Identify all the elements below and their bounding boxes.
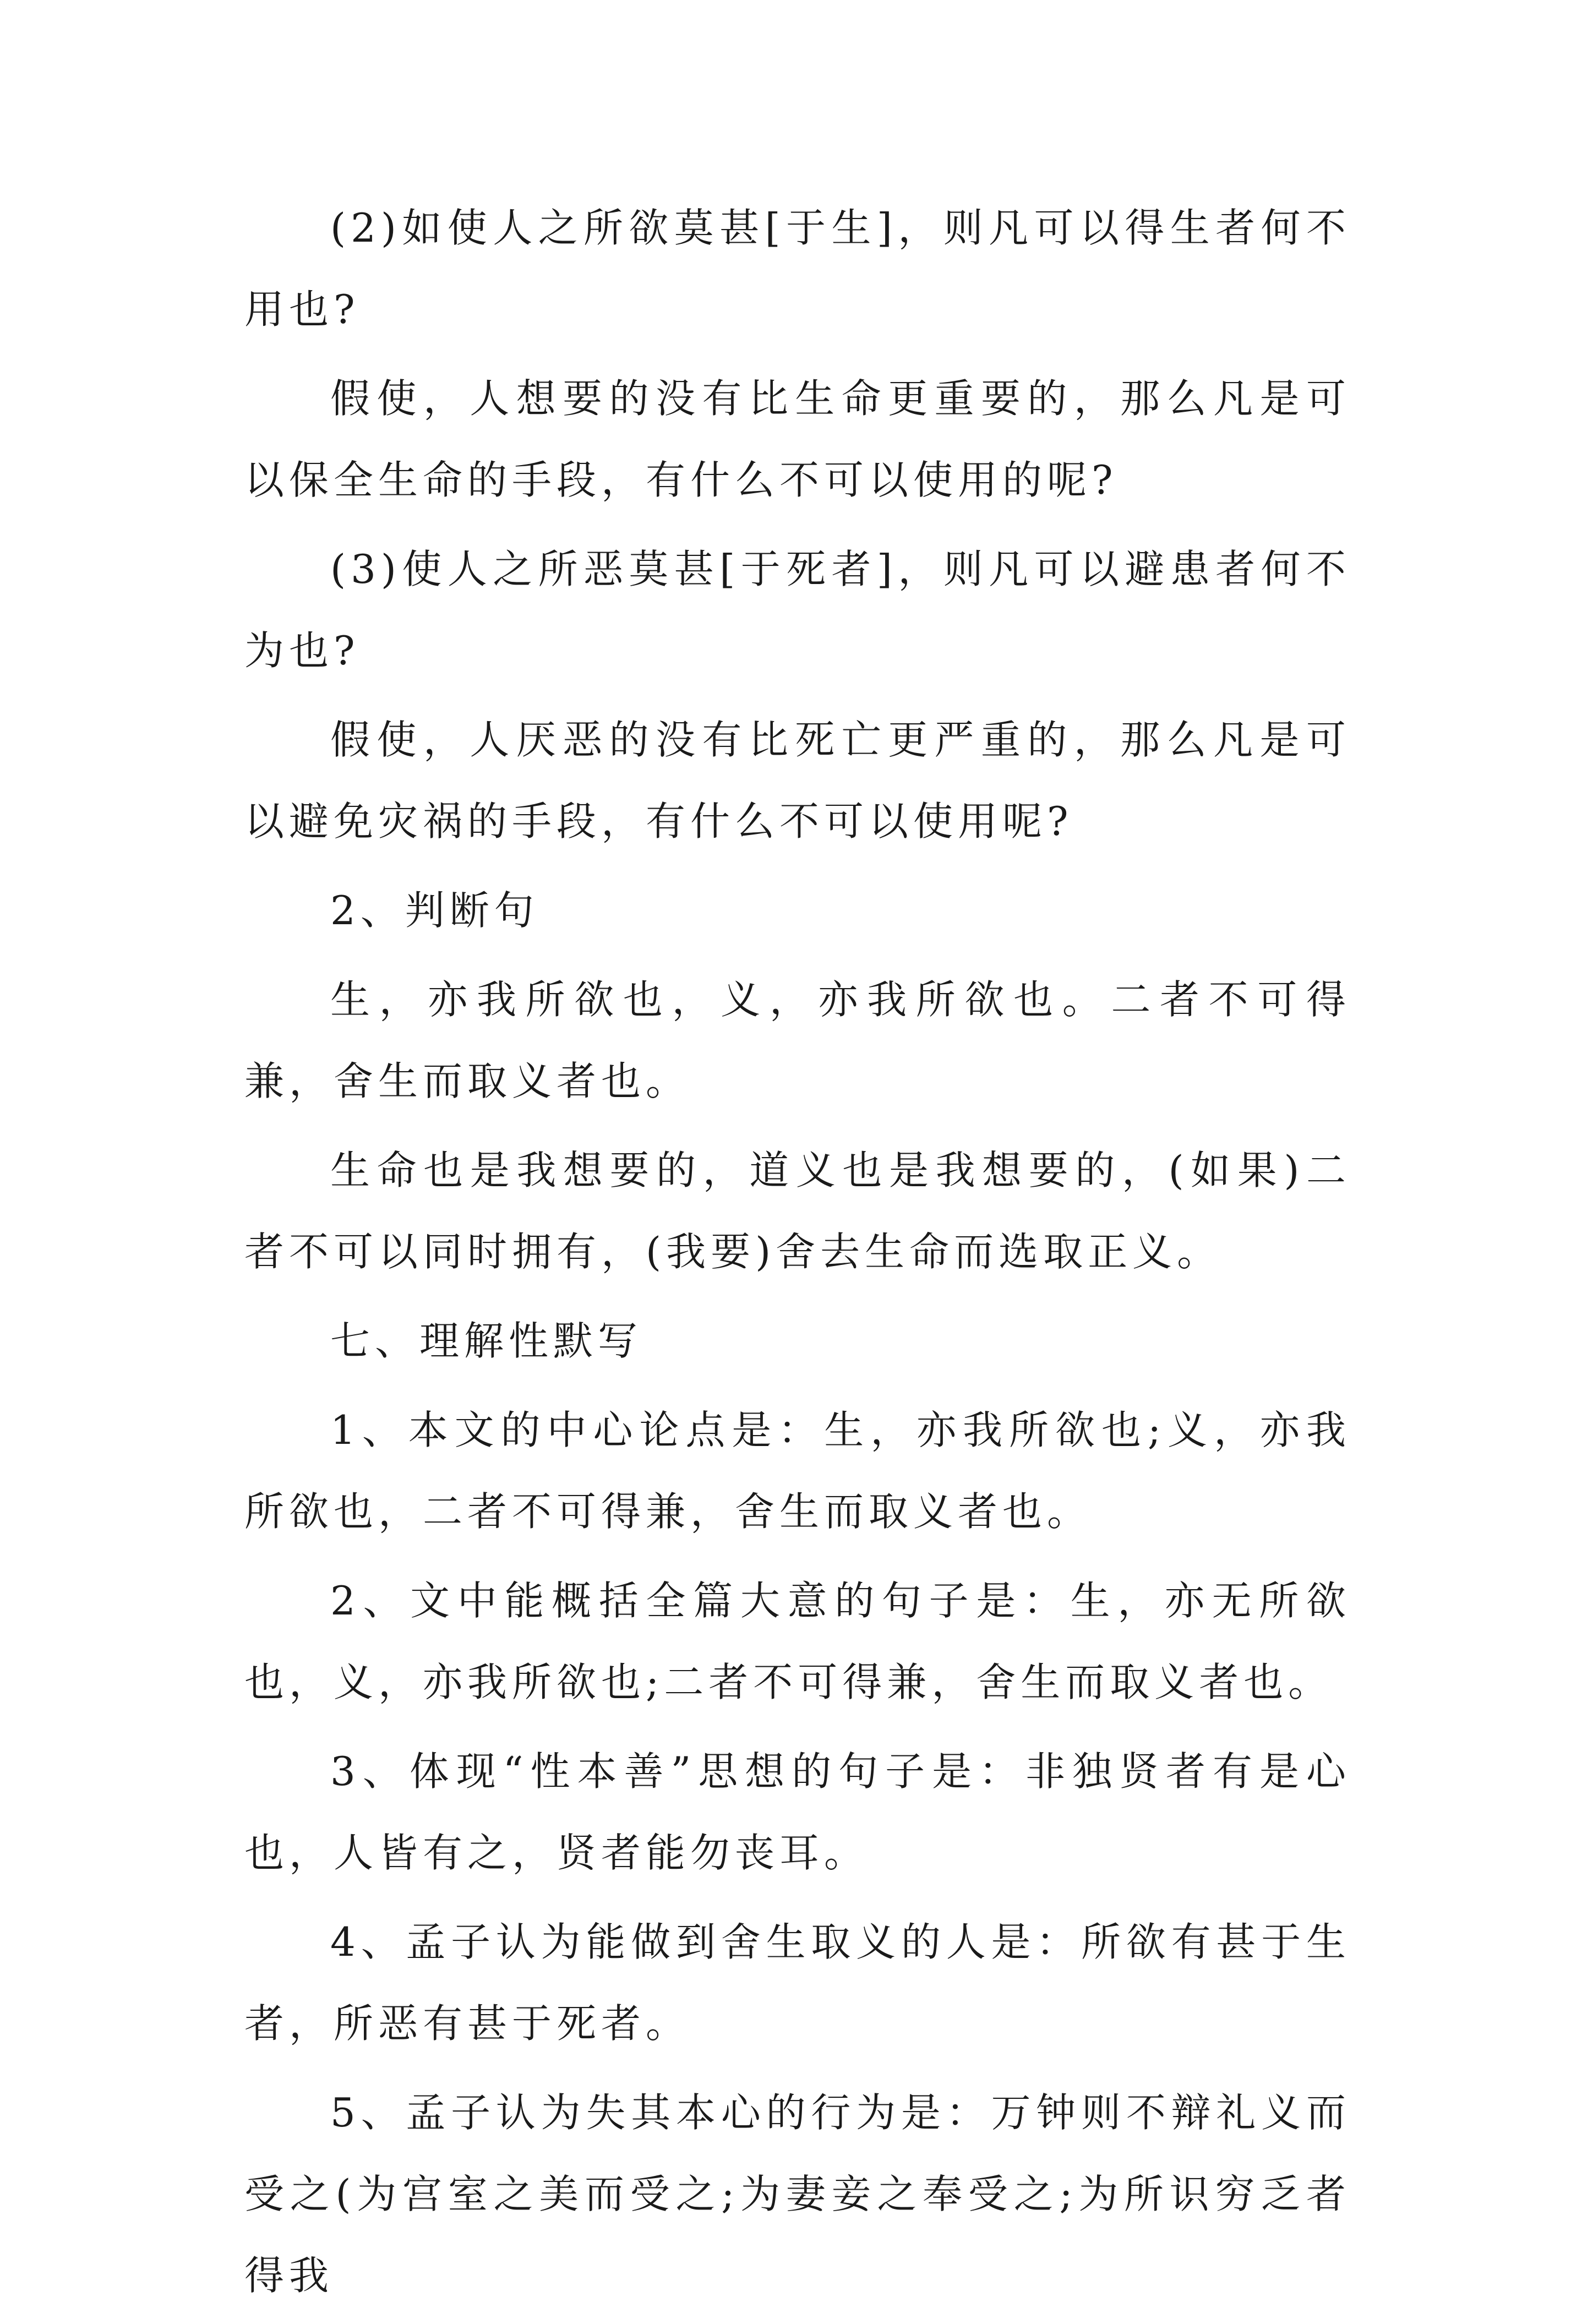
dictation-item-1: 1、本文的中心论点是：生，亦我所欲也;义，亦我所欲也，二者不可得兼，舍生而取义者也。 xyxy=(244,1407,1351,1535)
dictation-item-3: 3、体现“性本善”思想的句子是：非独贤者有是心也，人皆有之，贤者能勿丧耳。 xyxy=(244,1748,1351,1876)
dictation-item-2: 2、文中能概括全篇大意的句子是：生，亦无所欲也，义，亦我所欲也;二者不可得兼，舍生而取义者也。 xyxy=(244,1578,1351,1705)
paragraph-judgment-translation: 生命也是我想要的，道义也是我想要的，(如果)二者不可以同时拥有，(我要)舍去生命而选取正义。 xyxy=(244,1147,1351,1275)
paragraph-translation-2: 假使，人想要的没有比生命更重要的，那么凡是可以保全生命的手段，有什么不可以使用的呢? xyxy=(244,375,1351,503)
dictation-item-5: 5、孟子认为失其本心的行为是：万钟则不辩礼义而受之(为宫室之美而受之;为妻妾之奉受之;为所识穷乏者得我 xyxy=(244,2090,1351,2299)
section-heading-dictation: 七、理解性默写 xyxy=(330,1318,643,1364)
section-heading-judgment-sentence: 2、判断句 xyxy=(330,887,539,934)
document-body xyxy=(244,187,1351,2324)
paragraph-translation-3: 假使，人厌恶的没有比死亡更严重的，那么凡是可以避免灾祸的手段，有什么不可以使用呢? xyxy=(244,717,1351,844)
paragraph-example-2: (2)如使人之所欲莫甚[于生]，则凡可以得生者何不用也? xyxy=(244,205,1351,332)
paragraph-judgment-original: 生，亦我所欲也，义，亦我所欲也。二者不可得兼，舍生而取义者也。 xyxy=(244,976,1351,1104)
paragraph-example-3: (3)使人之所恶莫甚[于死者]，则凡可以避患者何不为也? xyxy=(244,546,1351,674)
dictation-item-4: 4、孟子认为能做到舍生取义的人是：所欲有甚于生者，所恶有甚于死者。 xyxy=(244,1919,1351,2047)
